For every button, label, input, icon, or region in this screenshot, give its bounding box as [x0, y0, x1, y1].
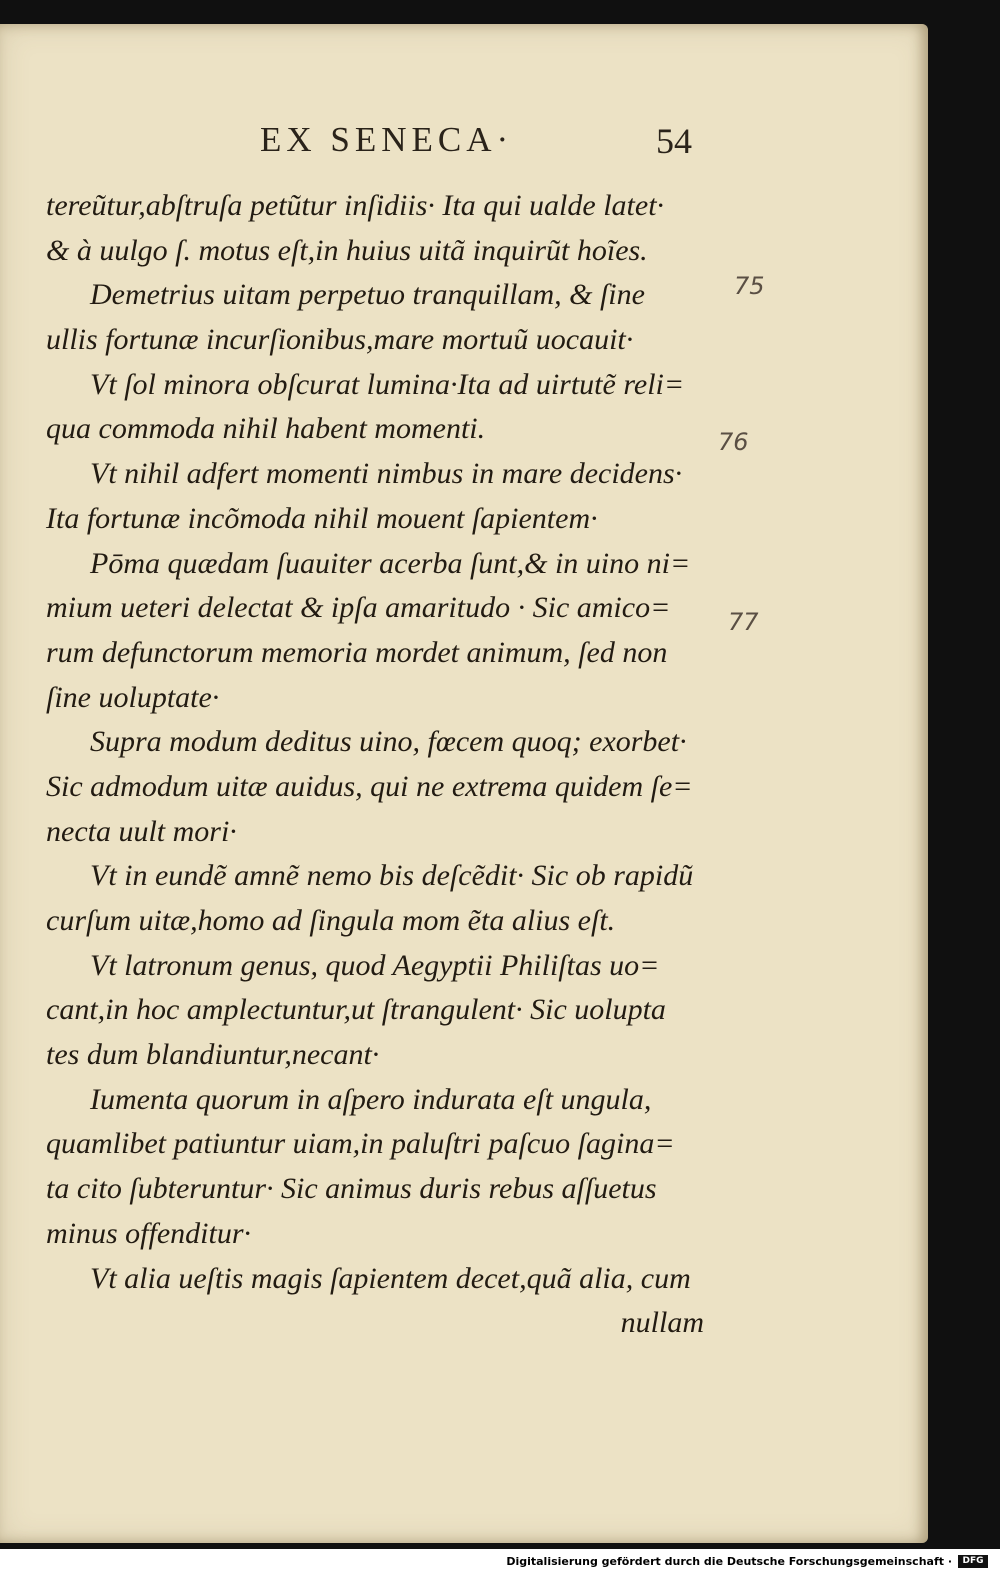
dfg-logo-icon: DFG: [958, 1555, 988, 1568]
margin-note: 76: [718, 428, 749, 456]
text-line: Vt latronum genus, quod Aegyptii Philiſtas uo=: [90, 948, 660, 982]
text-line: necta uult mori·: [46, 814, 237, 848]
body-text: [46, 184, 726, 1346]
margin-note: 77: [728, 608, 759, 636]
text-line: rum defunctorum memoria mordet animum, ſed non: [46, 635, 668, 669]
text-line: Vt ſol minora obſcurat lumina·Ita ad uirtutẽ reli=: [90, 367, 685, 401]
page-header: [0, 120, 928, 170]
text-line: Vt nihil adfert momenti nimbus in mare decidens·: [90, 457, 683, 491]
text-line: ſine uoluptate·: [46, 680, 220, 714]
text-line: Supra modum deditus uino, fœcem quoq; exorbet·: [90, 725, 687, 759]
text-line: Iumenta quorum in aſpero indurata eſt ungula,: [90, 1082, 652, 1116]
text-line: quamlibet patiuntur uiam,in paluſtri paſcuo ſagina=: [46, 1127, 675, 1161]
text-line: & à uulgo ſ. motus eſt,in huius uitã inquirũt hoĩes.: [46, 233, 648, 267]
text-line: Vt alia ueſtis magis ſapientem decet,quã alia, cum: [90, 1261, 691, 1295]
text-line: qua commoda nihil habent momenti.: [46, 412, 486, 446]
text-line: tes dum blandiuntur,necant·: [46, 1038, 380, 1072]
text-line: tereũtur,abſtruſa petũtur inſidiis· Ita qui ualde latet·: [46, 189, 665, 222]
text-line: Pōma quædam ſuauiter acerba ſunt,& in uino ni=: [90, 546, 691, 580]
text-line: Demetrius uitam perpetuo tranquillam, & ſine: [90, 278, 645, 312]
text-line: mium ueteri delectat & ipſa amaritudo · Sic amico=: [46, 591, 671, 625]
digitization-credit: Digitalisierung gefördert durch die Deutsche Forschungsgemeinschaft ·: [506, 1555, 952, 1568]
text-line: Sic admodum uitæ auidus, qui ne extrema quidem ſe=: [46, 769, 693, 803]
book-page: [0, 24, 928, 1543]
page-number: 54: [656, 121, 692, 161]
text-line: Ita fortunæ incõmoda nihil mouent ſapientem·: [46, 501, 598, 535]
text-line: ullis fortunæ incurſionibus,mare mortuũ uocauit·: [46, 323, 634, 357]
text-line: curſum uitæ,homo ad ſingula mom ẽta alius eſt.: [46, 904, 616, 937]
text-line: Vt in eundẽ amnẽ nemo bis deſcẽdit· Sic ob rapidũ: [90, 859, 694, 893]
text-line: cant,in hoc amplectuntur,ut ſtrangulent· Sic uolupta: [46, 993, 666, 1027]
text-line: minus offenditur·: [46, 1216, 252, 1250]
text-line: ta cito ſubteruntur· Sic animus duris rebus aſſuetus: [46, 1172, 657, 1206]
catchword: nullam: [620, 1306, 704, 1340]
running-head: EX SENECA·: [260, 120, 514, 159]
margin-note: 75: [734, 272, 765, 300]
